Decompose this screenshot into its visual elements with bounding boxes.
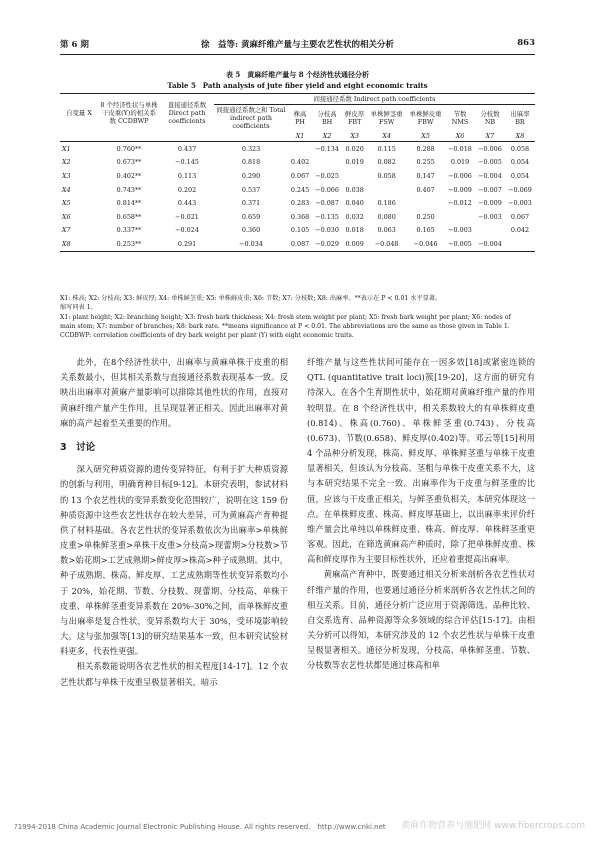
row-indirect-cell: 0.040 bbox=[345, 199, 364, 208]
row-indirect-cell: −0.018 bbox=[448, 144, 472, 153]
row-indirect-cell: 0.245 bbox=[290, 185, 310, 194]
row-indirect-cell: −0.005 bbox=[448, 239, 472, 248]
row-indirect-cell: 0.087 bbox=[290, 239, 310, 248]
row-corr: 0.760** bbox=[116, 144, 142, 153]
table-caption-cn: 表 5 黄麻纤维产量与 8 个经济性状通径分析 bbox=[225, 70, 370, 79]
row-indirect-cell: −0.006 bbox=[448, 171, 472, 180]
row-corr: 0.673** bbox=[116, 158, 142, 167]
row-indirect-cell: 0.147 bbox=[416, 171, 435, 180]
running-title: 徐 益等: 黄麻纤维产量与主要农艺性状的相关分析 bbox=[200, 40, 395, 50]
right-column bbox=[307, 355, 535, 674]
row-indirect-cell: −0.004 bbox=[478, 171, 502, 180]
header-rule bbox=[60, 54, 535, 55]
row-indirect-cell: 0.250 bbox=[416, 212, 435, 221]
row-indirect-cell: 0.080 bbox=[377, 212, 396, 221]
watermark: 黄麻作物营养与施肥网 www.fibercrops.com bbox=[401, 821, 585, 831]
col-header-cn: 单株鲜皮重 bbox=[409, 110, 442, 118]
row-trait: X4 bbox=[62, 185, 71, 194]
row-direct: −0.021 bbox=[175, 212, 199, 221]
col-header-corr: 8 个经济性状与单株干皮重(Y)的相关系数 CCDBWP bbox=[100, 100, 158, 125]
col-header-indirect bbox=[406, 105, 445, 132]
row-indirect-cell: 0.082 bbox=[377, 158, 396, 167]
col-header-cn: 出麻率 bbox=[510, 110, 530, 118]
col-header-cn: 单株鲜茎重 bbox=[370, 110, 403, 118]
row-total: 0.323 bbox=[241, 144, 261, 153]
row-indirect-cell: 0.054 bbox=[510, 158, 530, 167]
col-header-x: X1 bbox=[295, 132, 305, 140]
row-indirect-cell: −0.005 bbox=[478, 158, 502, 167]
left-column bbox=[60, 355, 288, 690]
col-header-x: X3 bbox=[350, 132, 359, 140]
row-direct: 0.437 bbox=[177, 144, 197, 153]
paragraph: 纤维产量与这些性状间可能存在一因多效[18]或紧密连锁的 QTL (quantitative trait loci)簇[19-20]，这方面的研究有待深入。在各个生育期性状中，始花期对黄麻纤维产量的作用较明显。在 8 个经济性状中，相关系数较大的有单株鲜皮重(0.814)、株高(0.760)、单株鲜茎重(0.743)、分枝高(0.673)、节数(0.658)、鲜皮厚(0.402)等。邓云等[15]利用 4 个品种分析发现，株高、鲜皮厚、单株鲜茎重与单株干皮重显著相关，但该认为分枝高、茎粗与单株干皮重关系不大，这与本研究结果不完全一致。出麻率作为干皮重与鲜茎重的比值，应该与干皮重正相关，与鲜茎重负相关，本研究体现这一点。在单株鲜皮重、株高、鲜皮厚基础上，以出麻率来评价纤维产量会比单纯以单株鲜皮重、株高、鲜皮厚、单株鲜茎重更客观。因此，在筛选黄麻高产种质时，除了把单株鲜皮重、株高和鲜皮厚作为主要目标性状外，还应着重提高出麻率。 bbox=[307, 357, 535, 565]
row-indirect-cell: −0.069 bbox=[508, 185, 532, 194]
col-header-total: 间接通径系数之和 Total indirect path coefficients bbox=[216, 106, 286, 130]
spacer-cell bbox=[214, 131, 288, 142]
row-indirect-cell: −0.135 bbox=[315, 212, 339, 221]
spacer-cell bbox=[60, 131, 98, 142]
row-indirect-cell: 0.105 bbox=[290, 226, 310, 235]
table-row bbox=[60, 169, 535, 183]
row-total: 0.290 bbox=[241, 171, 261, 180]
row-indirect-cell bbox=[475, 224, 505, 238]
row-direct: −0.145 bbox=[175, 158, 199, 167]
row-corr: 0.743** bbox=[116, 185, 142, 194]
page-number: 863 bbox=[517, 38, 535, 48]
col-header-en: BR bbox=[515, 118, 525, 126]
row-corr: 0.814** bbox=[116, 199, 142, 208]
row-direct: 0.443 bbox=[177, 199, 197, 208]
col-header-indirect bbox=[367, 105, 406, 132]
col-header-indirect bbox=[342, 105, 367, 132]
table-row bbox=[60, 196, 535, 210]
row-indirect-cell bbox=[367, 183, 406, 197]
row-indirect-cell: 0.058 bbox=[510, 144, 530, 153]
row-total: 0.818 bbox=[241, 158, 261, 167]
row-indirect-cell: −0.003 bbox=[508, 199, 532, 208]
col-header-en: BH bbox=[321, 118, 333, 126]
row-indirect-cell: −0.009 bbox=[448, 185, 472, 194]
col-header-en: PH bbox=[295, 118, 305, 126]
row-indirect-cell: 0.009 bbox=[345, 239, 364, 248]
row-indirect-cell: 0.067 bbox=[290, 171, 310, 180]
row-indirect-cell: −0.003 bbox=[478, 212, 502, 221]
row-indirect-cell bbox=[342, 169, 367, 183]
row-indirect-cell: 0.402 bbox=[290, 158, 310, 167]
col-header-x: X4 bbox=[382, 132, 391, 140]
row-indirect-cell: −0.006 bbox=[478, 144, 502, 153]
row-indirect-cell: 0.407 bbox=[416, 185, 435, 194]
row-indirect-cell: −0.007 bbox=[478, 185, 502, 194]
row-indirect-cell: 0.186 bbox=[377, 199, 396, 208]
row-indirect-cell: 0.063 bbox=[377, 226, 396, 235]
row-indirect-cell: 0.054 bbox=[510, 171, 530, 180]
col-header-indirect bbox=[475, 105, 505, 132]
col-header-indirect bbox=[505, 105, 535, 132]
row-corr: 0.253** bbox=[116, 239, 142, 248]
col-header-trait: 自变量 X bbox=[66, 108, 92, 117]
col-header-cn: 分枝数 bbox=[480, 110, 500, 118]
row-trait: X1 bbox=[62, 144, 71, 153]
row-indirect-cell: −0.004 bbox=[478, 239, 502, 248]
col-header-indirect bbox=[288, 105, 312, 132]
row-indirect-cell: −0.087 bbox=[315, 199, 339, 208]
row-indirect-cell bbox=[445, 210, 475, 224]
paragraph: 此外，在8个经济性状中，出麻率与黄麻单株干皮重的相关系数最小，但其相关系数与直接通径系数表现基本一致。反映出出麻率对黄麻产量影响可以排除其他性状的作用，直接对黄麻纤维产量产生作用，且呈现显著正相关。因此出麻率对黄麻的高产起着至关重要的作用。 bbox=[60, 357, 288, 428]
table-row bbox=[60, 142, 535, 156]
row-indirect-cell: 0.255 bbox=[416, 158, 435, 167]
row-indirect-cell bbox=[406, 196, 445, 210]
row-indirect-cell bbox=[312, 156, 342, 170]
row-indirect-cell: 0.288 bbox=[416, 144, 435, 153]
paragraph: 深入研究种质资源的遗传变异特征，有利于扩大种质资源的创新与利用，明确育种目标[9-12]。本研究表明，参试材料的 13 个农艺性状的变异系数变化范围较广，说明在这 159 份种质资源中这些农艺性状存在较大差异，可为黄麻高产育种提供了材料基础。各农艺性状的变异系数依次为出麻率>单株鲜皮重>单株鲜茎重>单株干皮重>分枝高>现蕾期>分枝数>节数>始花期>工艺成熟期>鲜皮厚>株高>种子成熟期。其中，种子成熟期、株高、鲜皮厚、工艺成熟期等性状变异系数均小于 20%，始花期、节数、分枝数、现蕾期、分枝高、单株干皮重、单株鲜茎重变异系数在 20%–30%之间，而单株鲜皮重与出麻率是复合性状，变异系数均大于 30%，受环境影响较大。这与张加强等[13]的研究结果基本一致，但本研究试验材料更多，代表性更强。 bbox=[60, 464, 288, 657]
row-indirect-cell: −0.012 bbox=[448, 199, 472, 208]
section-heading: 3 讨论 bbox=[60, 441, 96, 453]
note-line: X1: 株高; X2: 分枝高; X3: 鲜皮厚; X4: 单株鲜茎重; X5: 单株鲜皮重; X6: 节数; X7: 分枝数; X8: 出麻率。**表示在 P < 0.01 水平显著。 bbox=[60, 295, 442, 302]
col-header-cn: 节数 bbox=[453, 110, 467, 118]
row-corr: 0.658** bbox=[116, 212, 142, 221]
col-header-x: X2 bbox=[322, 132, 332, 140]
row-total: 0.659 bbox=[241, 212, 261, 221]
col-header-indirect bbox=[312, 105, 342, 132]
paragraph: 相关系数能说明各农艺性状的相关程度[14-17]。12 个农艺性状都与单株干皮重呈极显著相关，暗示 bbox=[60, 661, 288, 687]
note-line: CCDBWP: correlation coefficients of dry bark weight per plant (Y) with eight economic traits. bbox=[60, 332, 354, 340]
note-line: 缩写同表 1。 bbox=[60, 304, 97, 312]
row-trait: X2 bbox=[62, 158, 71, 167]
row-indirect-cell: 0.067 bbox=[510, 212, 530, 221]
table-notes bbox=[60, 294, 535, 340]
row-indirect-cell: 0.038 bbox=[345, 185, 364, 194]
table-row bbox=[60, 210, 535, 224]
col-header-x: X7 bbox=[485, 132, 495, 140]
row-direct: 0.202 bbox=[177, 185, 197, 194]
row-total: −0.034 bbox=[239, 239, 263, 248]
row-direct: 0.113 bbox=[177, 171, 197, 180]
copyright-footer: ?1994-2018 China Academic Journal Electronic Publishing House. All rights reserved. http://www.cnki.net bbox=[14, 823, 386, 831]
row-indirect-cell: −0.030 bbox=[315, 226, 339, 235]
note-line: main stem; X7: number of branches; X8: bark rate. **means significance at P < 0.01. The abbreviations are the same as those given in Table 1. bbox=[60, 322, 510, 330]
table-caption-en: Table 5 Path analysis of jute fiber yield and eight economic traits bbox=[167, 81, 428, 90]
col-header-direct: 直接通径系数 Direct path coefficients bbox=[167, 100, 207, 125]
col-header-indirect-group: 间接通径系数 Indirect path coefficients bbox=[214, 94, 535, 105]
row-indirect-cell: 0.165 bbox=[416, 226, 435, 235]
row-indirect-cell: 0.032 bbox=[345, 212, 364, 221]
row-indirect-cell bbox=[505, 237, 535, 251]
table-row bbox=[60, 156, 535, 170]
table-row bbox=[60, 224, 535, 238]
row-indirect-cell: −0.048 bbox=[374, 239, 399, 248]
table-row bbox=[60, 183, 535, 197]
paragraph: 黄麻高产育种中，既要通过相关分析来剖析各农艺性状对纤维产量的作用，也要通过通径分析来剖析各农艺性状之间的相互关系。目前，通径分析广泛应用于资源筛选、品种比较、自交系选育、品种资源等众多领域的综合评估[15-17]。由相关分析可以得知，本研究涉及的 12 个农艺性状与单株干皮重呈极显著相关。通径分析发现，分枝高、单株鲜茎重、节数、分枝数等农艺性状都是通过株高和单 bbox=[307, 569, 535, 671]
row-indirect-cell: 0.020 bbox=[345, 144, 364, 153]
row-indirect-cell: −0.025 bbox=[315, 171, 339, 180]
row-indirect-cell: 0.018 bbox=[345, 226, 364, 235]
row-direct: −0.024 bbox=[175, 226, 199, 235]
note-line: X1: plant height; X2: branching height; X3: fresh bark thickness; X4: fresh stem weight per plant; X5: fresh bark weight per plant; X6: nodes of bbox=[60, 313, 511, 321]
table-row bbox=[60, 237, 535, 251]
col-header-en: NMS bbox=[451, 118, 469, 126]
col-header-x: X6 bbox=[455, 132, 465, 140]
row-indirect-cell: −0.003 bbox=[448, 226, 472, 235]
row-indirect-cell: −0.009 bbox=[478, 199, 502, 208]
running-header bbox=[60, 38, 535, 52]
col-header-x: X8 bbox=[515, 132, 525, 140]
issue-number: 第 6 期 bbox=[60, 40, 89, 50]
row-indirect-cell: 0.368 bbox=[290, 212, 310, 221]
row-trait: X5 bbox=[62, 199, 71, 208]
col-header-cn: 分枝高 bbox=[317, 110, 337, 118]
row-corr: 0.337** bbox=[116, 226, 142, 235]
row-indirect-cell: 0.042 bbox=[510, 226, 530, 235]
path-analysis-table bbox=[60, 93, 535, 252]
row-corr: 0.402** bbox=[116, 171, 142, 180]
row-total: 0.537 bbox=[241, 185, 261, 194]
col-header-indirect bbox=[445, 105, 475, 132]
spacer-cell bbox=[98, 131, 160, 142]
row-indirect-cell: 0.283 bbox=[290, 199, 310, 208]
row-total: 0.360 bbox=[241, 226, 261, 235]
row-total: 0.371 bbox=[241, 199, 261, 208]
row-indirect-cell: −0.029 bbox=[315, 239, 339, 248]
col-header-en: NB bbox=[484, 118, 496, 126]
row-indirect-cell: −0.066 bbox=[315, 185, 339, 194]
row-indirect-cell: 0.058 bbox=[377, 171, 396, 180]
row-trait: X8 bbox=[62, 239, 71, 248]
row-trait: X3 bbox=[62, 171, 71, 180]
col-header-x: X5 bbox=[421, 132, 430, 140]
row-indirect-cell: 0.019 bbox=[450, 158, 470, 167]
row-trait: X7 bbox=[62, 226, 71, 235]
col-header-cn: 株高 bbox=[293, 110, 307, 118]
row-trait: X6 bbox=[62, 212, 71, 221]
row-indirect-cell bbox=[288, 142, 312, 156]
col-header-cn: 鲜皮厚 bbox=[345, 110, 365, 118]
row-indirect-cell: 0.115 bbox=[377, 144, 396, 153]
row-indirect-cell: 0.019 bbox=[345, 158, 364, 167]
row-direct: 0.291 bbox=[177, 239, 197, 248]
col-header-en: FSW bbox=[378, 118, 395, 126]
row-indirect-cell: −0.046 bbox=[413, 239, 438, 248]
row-indirect-cell: −0.134 bbox=[315, 144, 339, 153]
col-header-en: FBW bbox=[417, 118, 434, 126]
col-header-en: FBT bbox=[347, 118, 362, 126]
spacer-cell bbox=[160, 131, 214, 142]
